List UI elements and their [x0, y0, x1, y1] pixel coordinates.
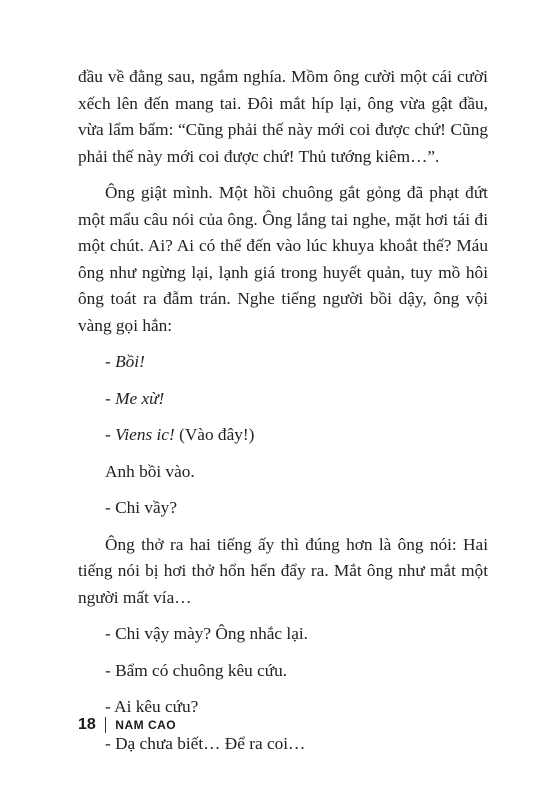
- footer-divider: [105, 717, 107, 733]
- dialogue-text-italic: Viens ic!: [115, 425, 175, 444]
- dialogue-line-5: - Chi vậy mày? Ông nhắc lại.: [105, 624, 308, 643]
- paragraph-2: Ông giật mình. Một hồi chuông gắt gỏng đã phạt đứt một mẩu câu nói của ông. Ông lắng tai nghe, mặt hơi tái đi một chút. Ai? Ai có thể đến vào lúc khuya khoắt thế? Máu ông như ngừng lại, lạnh giá trong huyết quản, tuy mồ hôi ông toát ra đẫm trán. Nghe tiếng người bồi dậy, ông vội vàng gọi hắn:: [78, 183, 488, 335]
- paragraph-1: đầu về đằng sau, ngắm nghía. Mồm ông cười một cái cười xếch lên đến mang tai. Đôi mắt híp lại, ông vừa gật đầu, vừa lẩm bẩm: “Cũng phải thế này mới coi được chứ! Cũng phải thế này mới coi được chứ! Thủ tướng kiêm…”.: [78, 67, 488, 166]
- dialogue-line-3: [78, 422, 488, 449]
- dialogue-line-7: - Ai kêu cứu?: [105, 697, 199, 716]
- dialogue-dash: -: [105, 425, 116, 444]
- paragraph-4: Ông thở ra hai tiếng ấy thì đúng hơn là ông nói: Hai tiếng nói bị hơi thở hổn hển đẩy ra. Mắt ông như mắt một người mất vía…: [78, 534, 488, 607]
- dialogue-line-6: - Bẩm có chuông kêu cứu.: [105, 660, 288, 680]
- dialogue-line-2: [78, 386, 488, 413]
- book-title: NAM CAO: [115, 718, 177, 732]
- page-footer: [78, 716, 176, 734]
- dialogue-text-italic: Bồi!: [115, 352, 145, 371]
- translation-gloss: (Vào đây!): [174, 425, 255, 444]
- page-number: 18: [78, 716, 96, 733]
- dialogue-dash: -: [105, 352, 116, 371]
- dialogue-text-italic: Me xừ!: [115, 388, 165, 408]
- dialogue-line-4: - Chi vầy?: [105, 498, 177, 517]
- dialogue-line-8: - Dạ chưa biết… Để ra coi…: [105, 733, 306, 753]
- dialogue-line-1: [78, 349, 488, 376]
- page-body: [78, 64, 488, 757]
- paragraph-3: Anh bồi vào.: [105, 461, 195, 481]
- dialogue-dash: -: [105, 388, 116, 408]
